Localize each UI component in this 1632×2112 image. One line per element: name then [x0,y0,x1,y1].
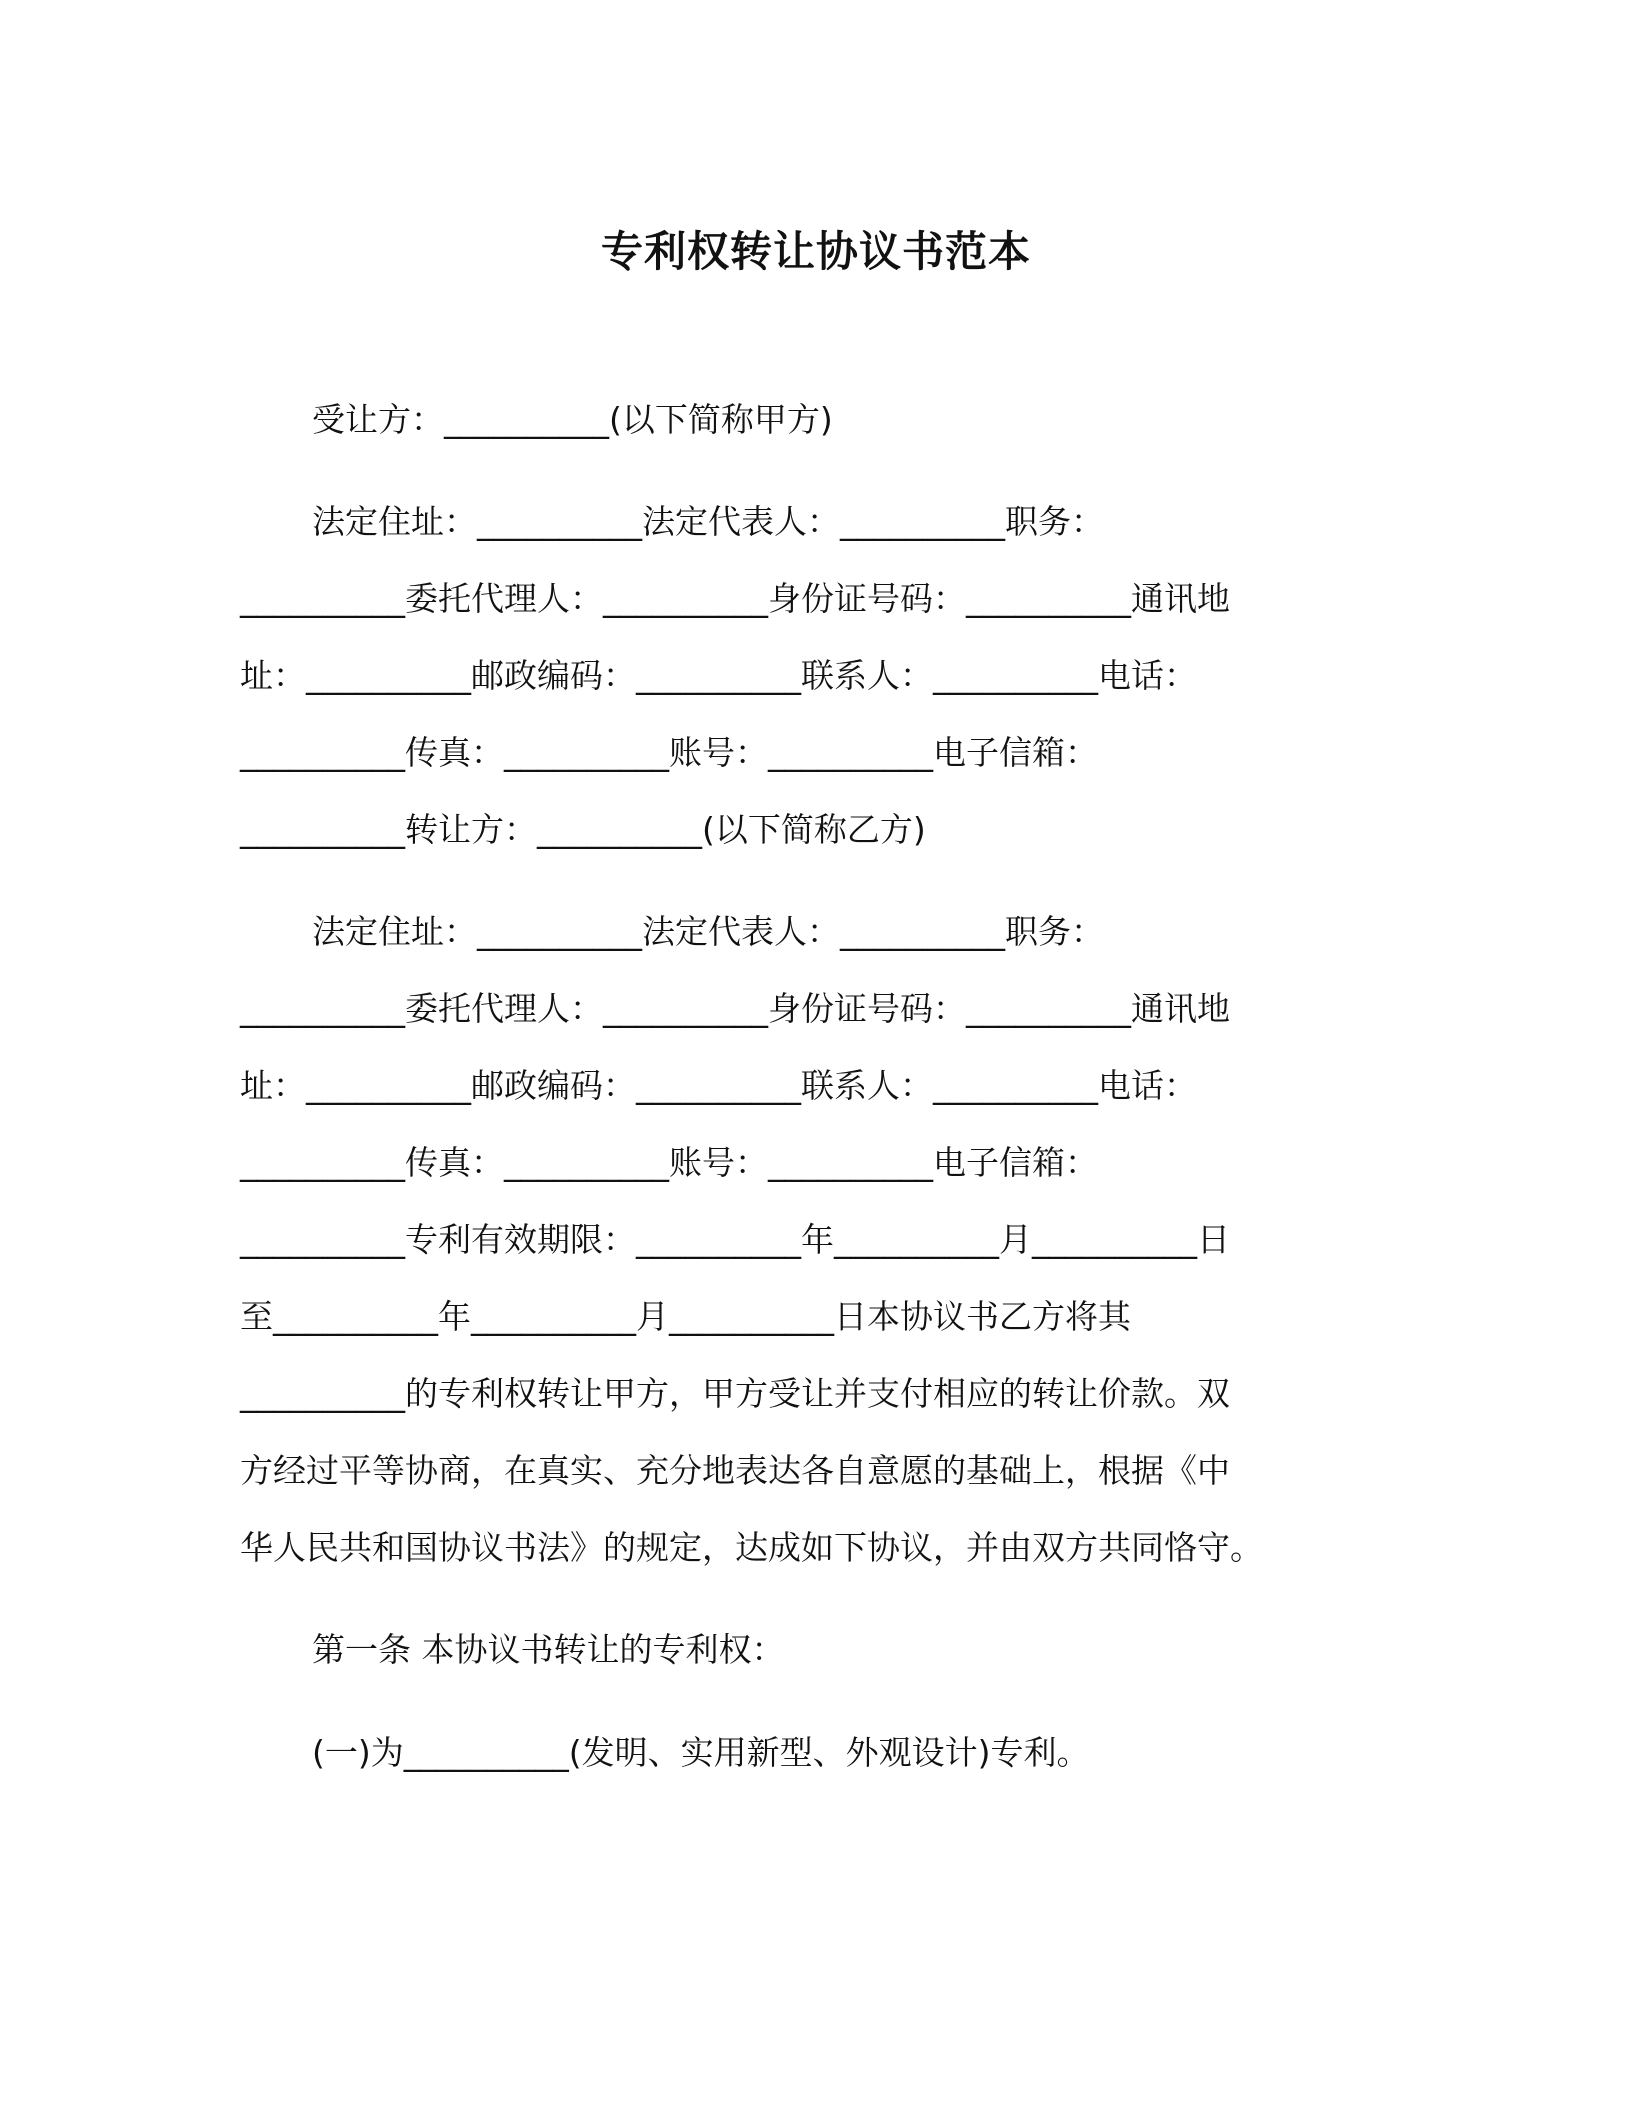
document-line: 方经过平等协商，在真实、充分地表达各自意愿的基础上，根据《中 [240,1451,1230,1490]
document-line: 受让方：__________(以下简称甲方) [312,400,833,439]
document-line: __________委托代理人：__________身份证号码：__________通讯地 [240,579,1230,618]
document-line: 华人民共和国协议书法》的规定，达成如下协议，并由双方共同恪守。 [240,1528,1263,1567]
document-line: 址：__________邮政编码：__________联系人：__________电话： [240,656,1197,695]
document-line: __________传真：__________账号：__________电子信箱： [240,1143,1098,1182]
document-line: __________专利有效期限：__________年__________月__________日 [240,1220,1230,1259]
document-line: __________委托代理人：__________身份证号码：__________通讯地 [240,989,1230,1028]
document-line: __________转让方：__________(以下简称乙方) [240,810,926,849]
document-line: 至__________年__________月__________日本协议书乙方将其 [240,1297,1131,1336]
document-line: 法定住址：__________法定代表人：__________职务： [312,502,1104,541]
document-line: __________的专利权转让甲方，甲方受让并支付相应的转让价款。双 [240,1374,1230,1413]
document-line: __________传真：__________账号：__________电子信箱： [240,733,1098,772]
document-line: (一)为__________(发明、实用新型、外观设计)专利。 [312,1733,1090,1772]
document-title: 专利权转让协议书范本 [600,227,1031,276]
document-line: 法定住址：__________法定代表人：__________职务： [312,912,1104,951]
article-heading: 第一条 本协议书转让的专利权： [312,1630,785,1669]
document-line: 址：__________邮政编码：__________联系人：__________电话： [240,1066,1197,1105]
